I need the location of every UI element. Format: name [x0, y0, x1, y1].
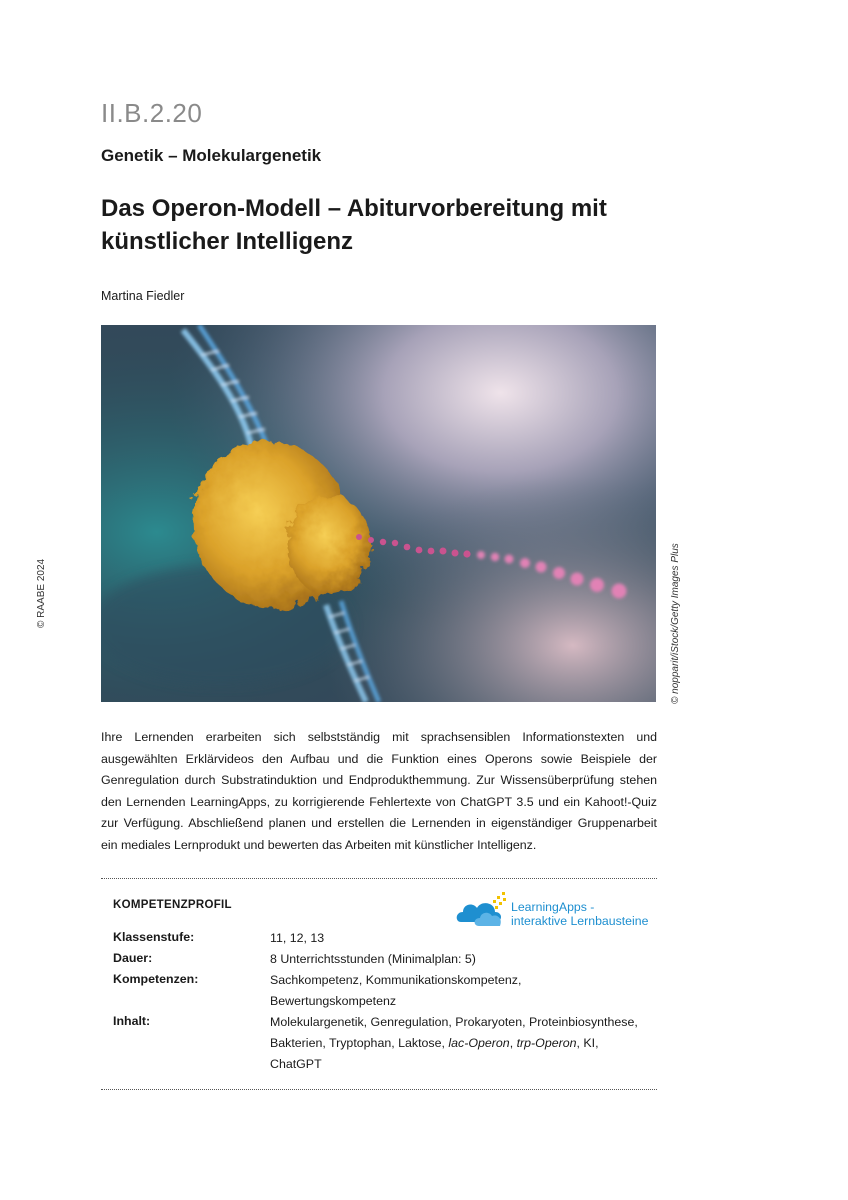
- cover-image: [101, 325, 656, 702]
- competence-profile-title: KOMPETENZPROFIL: [113, 899, 232, 911]
- intro-paragraph: Ihre Lernenden erarbeiten sich selbstständig mit sprachsensiblen Informationstexten und ausgewählten Erklärvideos den Aufbau und die Funktion eines Operons sowie Beispiele der Genregulation durch Substratinduktion und Endprodukthemmung. Zur Wissensüberprüfung stehen den Lernenden LearningApps, zu korrigierende Fehlertexte von ChatGPT 3.5 und ein Kahoot!-Quiz zur Verfügung. Abschließend planen und erstellen die Lernenden in eigenständiger Gruppenarbeit ein mediales Lernprodukt und bewerten das Arbeiten mit künstlicher Intelligenz.: [101, 730, 657, 852]
- label-content: Inhalt:: [113, 1014, 151, 1028]
- content-text-2: , KI, ChatGPT: [270, 1036, 599, 1071]
- content-lac-operon: lac-Operon: [448, 1036, 510, 1050]
- label-competences: Kompetenzen:: [113, 972, 199, 986]
- value-competences: Sachkompetenz, Kommunikationskompetenz, Bewertungskompetenz: [270, 973, 522, 1008]
- content-separator: ,: [509, 1036, 517, 1050]
- learningapps-logo-line2: interaktive Lernbausteine: [511, 914, 649, 928]
- photo-credit: © nopparit/iStock/Getty Images Plus: [670, 543, 681, 704]
- learningapps-logo-line1: LearningApps -: [511, 900, 595, 914]
- label-grade: Klassenstufe:: [113, 930, 195, 944]
- value-content: [270, 1012, 645, 1075]
- content-text-1: Molekulargenetik, Genregulation, Prokaryoten, Proteinbiosynthese, Bakterien, Tryptophan, Laktose,: [270, 1015, 638, 1050]
- content-trp-operon: trp-Operon: [516, 1036, 577, 1050]
- label-duration: Dauer:: [113, 951, 153, 965]
- author-name: Martina Fiedler: [101, 289, 185, 303]
- subject-heading: Genetik – Molekulargenetik: [101, 146, 322, 165]
- page-title: Das Operon-Modell – Abiturvorbereitung mit künstlicher Intelligenz: [101, 195, 607, 255]
- divider-bottom: [101, 1089, 657, 1090]
- value-duration: 8 Unterrichtsstunden (Minimalplan: 5): [270, 952, 476, 966]
- divider-top: [101, 878, 657, 879]
- document-code: II.B.2.20: [101, 98, 203, 128]
- value-grade: 11, 12, 13: [270, 931, 325, 945]
- copyright-notice: © RAABE 2024: [36, 558, 47, 628]
